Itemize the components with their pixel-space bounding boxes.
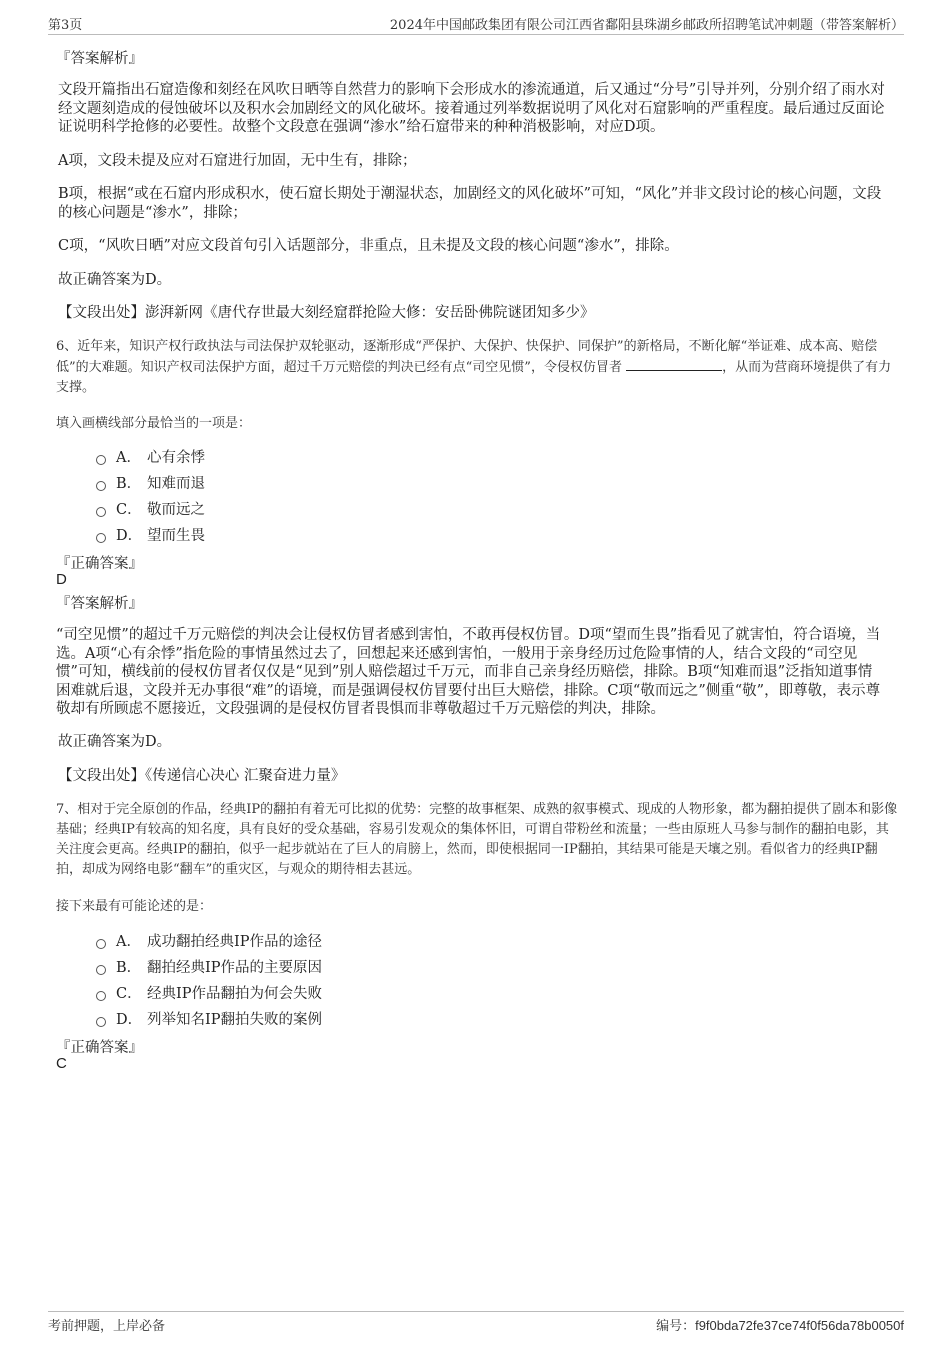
option-a[interactable]: A． 心有余悸 <box>96 446 205 468</box>
option-c[interactable]: C． 敬而远之 <box>96 498 205 520</box>
option-b[interactable]: B． 翻拍经典IP作品的主要原因 <box>96 956 322 978</box>
radio-icon[interactable] <box>96 507 106 517</box>
option-c[interactable]: C． 经典IP作品翻拍为何会失败 <box>96 982 322 1004</box>
correct-answer-label: 『正确答案』 <box>56 556 143 572</box>
document-title: 2024年中国邮政集团有限公司江西省鄱阳县珠湖乡邮政所招聘笔试冲刺题（带答案解析） <box>389 18 904 33</box>
option-d[interactable]: D． 列举知名IP翻拍失败的案例 <box>96 1008 322 1030</box>
page-header <box>48 14 904 35</box>
analysis-paragraph: “司空见惯”的超过千万元赔偿的判决会让侵权仿冒者感到害怕，不敢再侵权仿冒。D项“望而生畏”指看见了就害怕，符合语境，当选。A项“心有余悸”指危险的事情虽然过去了，回想起来还感到害怕，一般用于亲身经历过危险事情的人，结合文段的“司空见惯”可知，横线前的侵权仿冒者仅仅是“见到”别人赔偿超过千万元，而非自己亲身经历赔偿，排除。B项“知难而退”泛指知道事情困难就后退，文段并无办事很“难”的语境，而是强调侵权仿冒要付出巨大赔偿，排除。C项“敬而远之”侧重“敬”，即尊敬，表示尊敬却有所顾虑不愿接近，文段强调的是侵权仿冒者畏惧而非尊敬超过千万元赔偿的判决，排除。 <box>56 627 881 717</box>
radio-icon[interactable] <box>96 965 106 975</box>
correct-answer-label: 『正确答案』 <box>56 1040 143 1056</box>
source-citation: 【文段出处】澎湃新网《唐代存世最大刻经窟群抢险大修：安岳卧佛院谜团知多少》 <box>58 305 595 321</box>
fill-in-blank <box>626 357 722 371</box>
analysis-option-a: A项，文段未提及应对石窟进行加固，无中生有，排除； <box>58 153 417 169</box>
document-id: 编号：f9f0bda72fe37ce74f0f56da78b0050f <box>656 1318 904 1334</box>
answer-analysis-label: 『答案解析』 <box>56 51 143 67</box>
source-citation: 【文段出处】《传递信心决心 汇聚奋进力量》 <box>58 768 346 784</box>
correct-answer: D <box>56 571 67 588</box>
question-prompt: 接下来最有可能论述的是： <box>56 899 213 914</box>
analysis-option-b: B项，根据“或在石窟内形成积水，使石窟长期处于潮湿状态，加剧经文的风化破坏”可知，“风化”并非文段讨论的核心问题，文段的核心问题是“渗水”，排除； <box>58 186 882 221</box>
question-stem-text: 6、近年来，知识产权行政执法与司法保护双轮驱动，逐渐形成“严保护、大保护、快保护、同保护”的新格局，不断化解“举证难、成本高、赔偿低”的大难题。知识产权司法保护方面，超过千万元赔偿的判决已经有点“司空见惯”，令侵权仿冒者 <box>56 339 878 375</box>
radio-icon[interactable] <box>96 455 106 465</box>
option-b[interactable]: B． 知难而退 <box>96 472 205 494</box>
question-prompt: 填入画横线部分最恰当的一项是： <box>56 416 252 431</box>
page-footer <box>48 1311 904 1334</box>
radio-icon[interactable] <box>96 533 106 543</box>
option-a[interactable]: A． 成功翻拍经典IP作品的途径 <box>96 930 322 952</box>
question-stem: 7、相对于完全原创的作品，经典IP的翻拍有着无可比拟的优势：完整的故事框架、成熟的叙事模式、现成的人物形象，都为翻拍提供了剧本和影像基础；经典IP有较高的知名度，具有良好的受众基础，容易引发观众的集体怀旧，可谓自带粉丝和流量；一些由原班人马参与制作的翻拍电影，其关注度会更高。经典IP的翻拍，似乎一起步就站在了巨人的肩膀上，然而，即使根据同一IP翻拍，其结果可能是天壤之别。看似省力的经典IP翻拍，却成为网络电影“翻车”的重灾区，与观众的期待相去甚远。 <box>56 802 898 877</box>
answer-analysis-label: 『答案解析』 <box>56 596 143 612</box>
radio-icon[interactable] <box>96 481 106 491</box>
correct-answer: C <box>56 1055 67 1072</box>
radio-icon[interactable] <box>96 939 106 949</box>
question-stem-text-end: ，从而为营商环境提供了有力支撑。 <box>56 360 892 395</box>
question-stem <box>56 337 898 398</box>
page-number: 第3页 <box>48 18 83 33</box>
answer-conclusion: 故正确答案为D。 <box>58 734 172 750</box>
radio-icon[interactable] <box>96 991 106 1001</box>
answer-conclusion: 故正确答案为D。 <box>58 272 172 288</box>
radio-icon[interactable] <box>96 1017 106 1027</box>
analysis-paragraph: 文段开篇指出石窟造像和刻经在风吹日晒等自然营力的影响下会形成水的渗流通道，后又通过“分号”引导并列，分别介绍了雨水对经文题刻造成的侵蚀破坏以及积水会加剧经文的风化破坏。接着通过列举数据说明了风化对石窟影响的严重程度。最后通过反面论证说明科学抢修的必要性。故整个文段意在强调“渗水”给石窟带来的种种消极影响，对应D项。 <box>58 82 885 135</box>
analysis-option-c: C项，“风吹日晒”对应文段首句引入话题部分，非重点，且未提及文段的核心问题“渗水”，排除。 <box>58 238 679 254</box>
option-d[interactable]: D． 望而生畏 <box>96 524 205 546</box>
footer-slogan: 考前押题，上岸必备 <box>48 1319 166 1334</box>
